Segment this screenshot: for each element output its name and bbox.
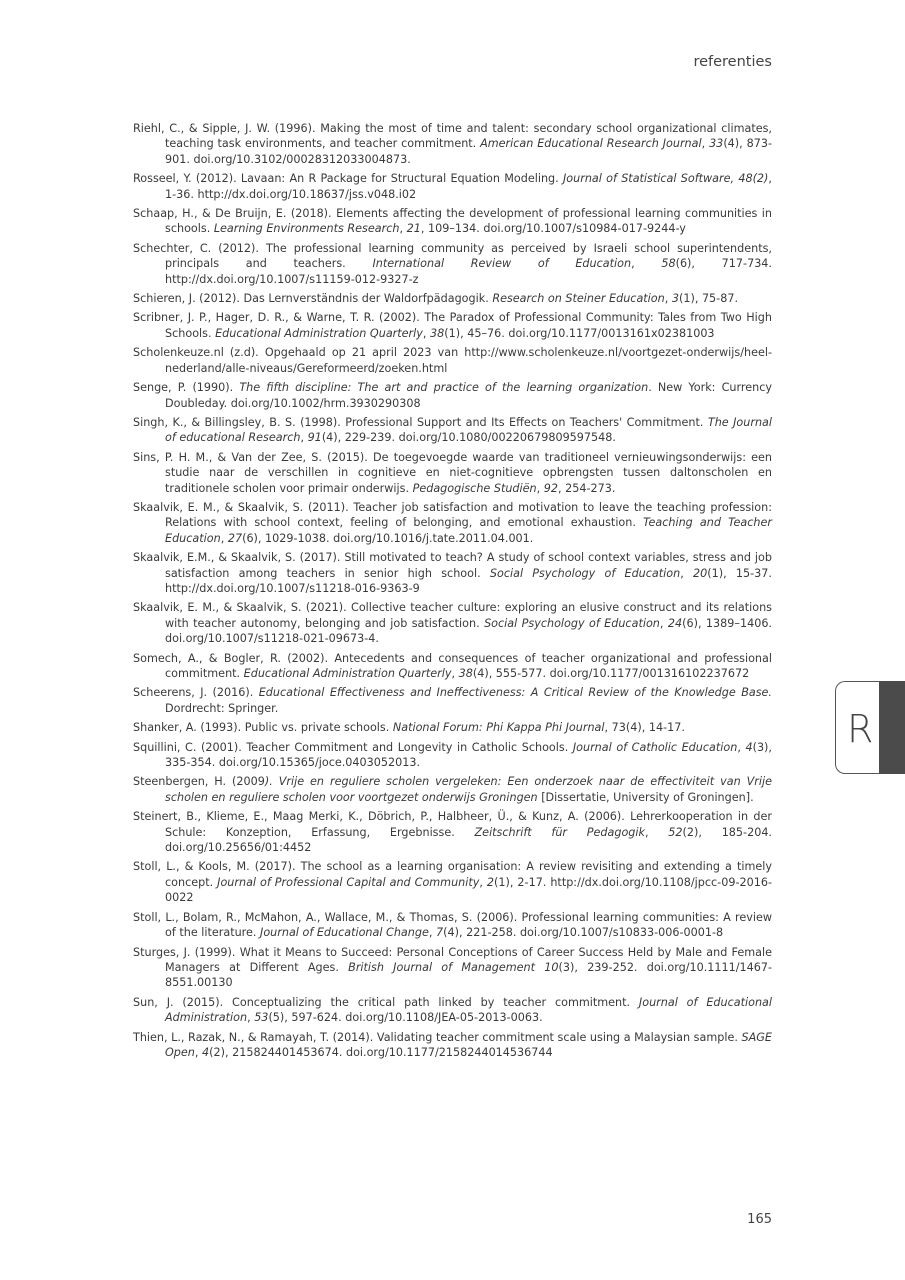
reference-text: Squillini, C. (2001). Teacher Commitment and Longevity in Catholic Schools.: [133, 740, 573, 754]
reference-text: Singh, K., & Billingsley, B. S. (1998). Professional Support and Its Effects on Teachers' Commitment.: [133, 415, 708, 429]
reference-source-title: Educational Administration Quarterly: [215, 326, 423, 340]
reference-source-title: Journal of Statistical Software, 48(2): [562, 172, 769, 186]
reference-text: Senge, P. (1990).: [133, 381, 240, 395]
reference-volume: 33: [709, 137, 724, 151]
reference-separator: ,: [536, 481, 544, 495]
reference-volume: 27: [227, 531, 243, 545]
reference-entry: [133, 809, 772, 855]
reference-details: (1), 15-37. http://dx.doi.org/10.1007/s11218-016-9363-9: [165, 566, 772, 595]
reference-source-title: The fifth discipline: The art and practice of the learning organization: [239, 381, 649, 395]
reference-text: Rosseel, Y. (2012). Lavaan: An R Package for Structural Equation Modeling.: [133, 172, 563, 186]
reference-volume: 92: [543, 481, 558, 495]
reference-separator: ,: [659, 616, 668, 630]
reference-text: Stoll, L., & Kools, M. (2017). The school as a learning organisation: A review revisiting and extending a timely concept.: [133, 860, 772, 889]
reference-entry: [133, 241, 772, 287]
reference-separator: ,: [428, 926, 436, 940]
reference-volume: 10: [544, 960, 559, 974]
page-number: 165: [747, 1212, 772, 1227]
reference-entry: [133, 720, 772, 735]
reference-separator: ,: [300, 431, 308, 445]
reference-entry: [133, 774, 772, 805]
reference-volume: 7: [436, 926, 444, 940]
reference-volume: 24: [667, 616, 683, 630]
reference-details: (4), 555-577. doi.org/10.1177/001316102237672: [472, 667, 750, 680]
reference-source-title: SAGE Open: [165, 1030, 772, 1059]
reference-source-title: ). Vrije en reguliere scholen vergeleken: Een onderzoek naar de effectiviteit van Vrije scholen en reguliere scholen voor voortgezet onderwijs Groningen: [165, 775, 772, 804]
reference-details: (6), 1029-1038. doi.org/10.1016/j.tate.2011.04.001.: [242, 531, 534, 545]
reference-source-title: Social Psychology of Education: [489, 566, 681, 580]
reference-entry: [133, 740, 772, 771]
reference-source-title: The Journal of educational Research: [165, 415, 772, 445]
reference-details: (2), 215824401453674. doi.org/10.1177/2158244014536744: [209, 1045, 553, 1059]
reference-entry: [133, 415, 772, 446]
reference-entry: [133, 995, 772, 1026]
reference-entry: [133, 291, 772, 306]
reference-entry: [133, 310, 772, 341]
reference-entry: [133, 380, 772, 411]
reference-details: (6), 1389–1406. doi.org/10.1007/s11218-021-09673-4.: [165, 616, 772, 646]
reference-entry: [133, 121, 772, 167]
reference-entry: [133, 550, 772, 596]
reference-entry: [133, 685, 772, 716]
reference-details: (3), 335-354. doi.org/10.15365/joce.0403052013.: [165, 740, 772, 770]
reference-text: Steinert, B., Klieme, E., Maag Merki, K., Döbrich, P., Halbheer, Ü., & Kunz, A. (2006). Lehrerkooperation in der Schule: Konzeption, Erfassung, Ergebnisse.: [133, 810, 772, 839]
reference-source-title: Research on Steiner Education: [492, 292, 665, 306]
reference-entry: [133, 945, 772, 991]
reference-details: (2), 185-204. doi.org/10.25656/01:4452: [165, 825, 772, 855]
reference-details: (3), 239-252. doi.org/10.1111/1467-8551.00130: [165, 960, 773, 990]
reference-source-title: American Educational Research Journal: [480, 137, 702, 151]
section-tab-letter: R: [847, 707, 874, 751]
section-tab: [835, 681, 905, 774]
reference-text: Scholenkeuze.nl (z.d). Opgehaald op 21 april 2023 van http://www.scholenkeuze.nl/voortgezet-onderwijs/heel-nederland/alle-niveaus/Gereformeerd/zoeken.html: [133, 346, 772, 375]
reference-text: Riehl, C., & Sipple, J. W. (1996). Making the most of time and talent: secondary school organizational climates, teaching task environments, and teacher commitment.: [133, 122, 772, 151]
reference-volume: 38: [430, 326, 445, 340]
reference-details: (5), 597-624. doi.org/10.1108/JEA-05-2013-0063.: [268, 1011, 543, 1025]
reference-separator: [535, 961, 544, 974]
running-head-title: referenties: [693, 54, 772, 70]
reference-separator: ,: [451, 667, 459, 680]
reference-source-title: International Review of Education: [372, 257, 632, 271]
reference-entry: [133, 345, 772, 376]
reference-source-title: Pedagogische Studiën: [412, 481, 537, 495]
reference-details: Dordrecht: Springer.: [165, 701, 279, 715]
reference-details: , 1-36. http://dx.doi.org/10.18637/jss.v048.i02: [165, 172, 772, 201]
reference-source-title: Social Psychology of Education: [484, 616, 660, 630]
reference-details: , 73(4), 14-17.: [604, 721, 685, 735]
reference-separator: ,: [479, 875, 487, 889]
reference-source-title: Journal of Educational Change: [260, 926, 429, 940]
reference-source-title: British Journal of Management: [348, 960, 536, 974]
reference-volume: 20: [693, 566, 708, 580]
reference-text: Stoll, L., Bolam, R., McMahon, A., Wallace, M., & Thomas, S. (2006). Professional learning communities: A review of the literature.: [133, 910, 772, 940]
reference-details: (4), 873-901. doi.org/10.3102/00028312033004873.: [165, 137, 772, 166]
reference-text: Skaalvik, E. M., & Skaalvik, S. (2011). Teacher job satisfaction and motivation to leave the teaching profession: Relations with school context, feeling of belonging, and emotional exhaustion.: [133, 500, 772, 530]
reference-entry: [133, 171, 772, 202]
reference-volume: 4: [745, 740, 753, 754]
reference-details: (1), 2-17. http://dx.doi.org/10.1108/jpcc-09-2016-0022: [165, 875, 772, 905]
reference-entry: [133, 206, 772, 237]
reference-entry: [133, 450, 772, 496]
reference-separator: ,: [645, 825, 669, 839]
reference-details: (6), 717-734. http://dx.doi.org/10.1007/s11159-012-9327-z: [165, 257, 772, 286]
reference-volume: 38: [458, 667, 473, 680]
reference-source-title: Journal of Educational Administration: [165, 995, 772, 1025]
reference-entry: [133, 1030, 772, 1061]
reference-details: . New York: Currency Doubleday. doi.org/10.1002/hrm.3930290308: [165, 381, 772, 410]
reference-text: Somech, A., & Bogler, R. (2002). Antecedents and consequences of teacher organizational and professional commitment.: [133, 651, 772, 680]
reference-details: (1), 75-87.: [678, 292, 739, 306]
reference-separator: ,: [737, 740, 746, 754]
reference-list: [133, 121, 772, 1064]
reference-entry: [133, 500, 772, 546]
reference-separator: ,: [664, 292, 672, 306]
reference-text: Steenbergen, H. (2009: [133, 775, 265, 789]
reference-text: Scribner, J. P., Hager, D. R., & Warne, T. R. (2002). The Paradox of Professional Community: Tales from Two High Schools.: [133, 311, 772, 340]
section-tab-bar: [879, 681, 905, 774]
reference-source-title: Educational Administration Quarterly: [243, 667, 452, 680]
reference-text: Scheerens, J. (2016).: [133, 686, 259, 700]
reference-entry: [133, 910, 772, 941]
reference-volume: 3: [671, 292, 679, 306]
reference-separator: ,: [247, 1011, 255, 1025]
reference-source-title: Journal of Catholic Education: [572, 740, 738, 754]
reference-source-title: Journal of Professional Capital and Community: [217, 875, 480, 889]
reference-separator: ,: [680, 566, 694, 580]
reference-source-title: Teaching and Teacher Education: [165, 516, 772, 545]
reference-volume: 2: [486, 875, 495, 889]
reference-text: Thien, L., Razak, N., & Ramayah, T. (2014). Validating teacher commitment scale using a Malaysian sample.: [133, 1030, 742, 1044]
reference-volume: 4: [202, 1045, 210, 1059]
reference-details: (1), 45–76. doi.org/10.1177/0013161x02381003: [444, 326, 715, 340]
reference-text: Sturges, J. (1999). What it Means to Succeed: Personal Conceptions of Career Success Held by Male and Female Managers at Different Ages.: [133, 945, 772, 974]
reference-volume: 58: [661, 257, 676, 271]
reference-details: (4), 221-258. doi.org/10.1007/s10833-006-0001-8: [443, 926, 724, 940]
reference-separator: ,: [194, 1045, 203, 1059]
reference-details: , 254-273.: [557, 481, 616, 495]
reference-source-title: Learning Environments Research: [213, 222, 400, 236]
reference-separator: ,: [701, 137, 710, 151]
reference-volume: 91: [307, 431, 322, 445]
reference-entry: [133, 859, 772, 905]
reference-text: Skaalvik, E.M., & Skaalvik, S. (2017). Still motivated to teach? A study of school context variables, stress and job satisfaction among teachers in senior high school.: [133, 551, 772, 580]
reference-separator: ,: [422, 326, 431, 340]
reference-source-title: Educational Effectiveness and Ineffectiveness: A Critical Review of the Knowledge Base.: [258, 686, 772, 700]
reference-volume: 53: [254, 1011, 269, 1025]
reference-text: Skaalvik, E. M., & Skaalvik, S. (2021). Collective teacher culture: exploring an elusive construct and its relations with teacher autonomy, belonging and job satisfaction.: [133, 601, 772, 630]
reference-source-title: National Forum: Phi Kappa Phi Journal: [392, 721, 605, 735]
reference-text: Schaap, H., & De Bruijn, E. (2018). Elements affecting the development of professional learning communities in schools.: [133, 207, 772, 236]
reference-details: (4), 229-239. doi.org/10.1080/00220679809597548.: [321, 431, 616, 445]
reference-text: Sins, P. H. M., & Van der Zee, S. (2015). De toegevoegde waarde van traditioneel vernieuwingsonderwijs: een studie naar de verschillen in cognitieve en niet-cognitieve opbrengsten tussen daltonscholen en traditionele scholen voor primair onderwijs.: [133, 450, 772, 495]
reference-details: [Dissertatie, University of Groningen].: [537, 790, 754, 804]
reference-volume: 21: [406, 222, 421, 236]
reference-separator: ,: [631, 257, 662, 271]
reference-separator: ,: [220, 531, 228, 545]
reference-entry: [133, 600, 772, 646]
reference-volume: 52: [668, 825, 683, 839]
reference-entry: [133, 651, 772, 682]
reference-text: Shanker, A. (1993). Public vs. private schools.: [133, 721, 393, 735]
reference-text: Schechter, C. (2012). The professional learning community as perceived by Israeli school superintendents, principals and teachers.: [133, 241, 772, 271]
reference-text: Sun, J. (2015). Conceptualizing the critical path linked by teacher commitment.: [133, 995, 639, 1009]
reference-details: , 109–134. doi.org/10.1007/s10984-017-9244-y: [420, 222, 686, 236]
reference-source-title: Zeitschrift für Pedagogik: [474, 825, 645, 839]
reference-separator: ,: [399, 222, 407, 236]
reference-text: Schieren, J. (2012). Das Lernverständnis der Waldorfpädagogik.: [133, 292, 493, 306]
